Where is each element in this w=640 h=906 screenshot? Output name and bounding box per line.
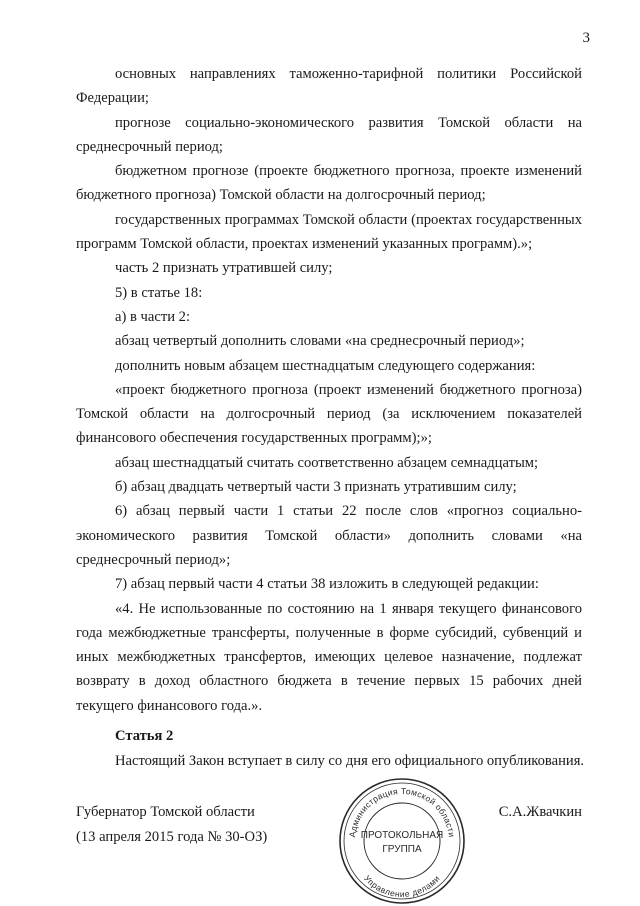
paragraph: дополнить новым абзацем шестнадцатым следующего содержания:	[115, 357, 536, 374]
paragraph: 7) абзац первый части 4 статьи 38 изложить в следующей редакции:	[115, 576, 539, 593]
paragraph: 5) в статье 18:	[115, 284, 203, 301]
paragraph: «проект бюджетного прогноза (проект изменений бюджетного прогноза) Томской области на долгосрочный период (за исключением показателей финансового обеспечения государственных программ);»;	[76, 381, 582, 447]
svg-text:ПРОТОКОЛЬНАЯ: ПРОТОКОЛЬНАЯ	[360, 830, 444, 841]
paragraph: часть 2 признать утратившей силу;	[115, 260, 333, 277]
svg-text:Администрация Томской области: Администрация Томской области	[347, 785, 457, 838]
svg-text:Управление делами: Управление делами	[362, 873, 442, 900]
paragraph: прогнозе социально-экономического развития Томской области на среднесрочный период;	[76, 114, 582, 155]
paragraph: «4. Не использованные по состоянию на 1 января текущего финансового года межбюджетные трансферты, полученные в форме субсидий, субвенций и иных межбюджетных трансфертов, имеющих целевое назначение, подлежат возврату в доход областного бюджета в течение первых 15 рабочих дней текущего финансового года.».	[76, 600, 582, 714]
official-stamp-icon	[337, 776, 467, 906]
signatory-name: С.А.Жвачкин	[498, 804, 582, 820]
svg-text:ГРУППА: ГРУППА	[382, 844, 422, 855]
paragraph: б) абзац двадцать четвертый части 3 признать утратившим силу;	[115, 479, 517, 496]
law-date-number: (13 апреля 2015 года № 30-ОЗ)	[76, 829, 268, 845]
paragraph: государственных программах Томской области (проектах государственных программ Томской области, проектах изменений указанных программ).»;	[76, 211, 582, 253]
page-number: 3	[582, 30, 590, 46]
signatory-title: Губернатор Томской области	[76, 804, 255, 820]
final-paragraph: Настоящий Закон вступает в силу со дня его официального опубликования.	[115, 753, 585, 769]
paragraph: абзац шестнадцатый считать соответственно абзацем семнадцатым;	[115, 454, 539, 471]
article-heading: Статья 2	[115, 728, 174, 744]
paragraph: бюджетном прогнозе (проекте бюджетного прогноза, проекте изменений бюджетного прогноза) Томской области на долгосрочный период;	[76, 163, 582, 204]
paragraph: 6) абзац первый части 1 статьи 22 после слов «прогноз социально-экономического развития Томской области» дополнить словами «на среднесрочный период»;	[76, 503, 582, 568]
paragraph: а) в части 2:	[115, 308, 191, 325]
paragraph: абзац четвертый дополнить словами «на среднесрочный период»;	[115, 333, 525, 350]
paragraph: основных направлениях таможенно-тарифной политики Российской Федерации;	[76, 66, 582, 107]
document-body	[76, 62, 582, 718]
